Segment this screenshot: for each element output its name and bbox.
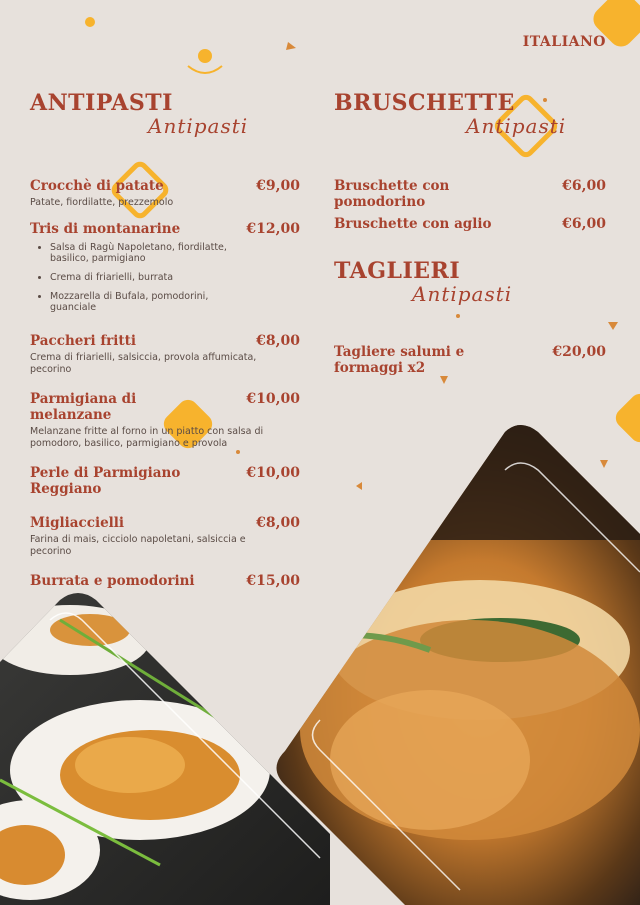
item-price: €8,00 (256, 333, 300, 349)
menu-item (334, 216, 606, 232)
item-name: Migliaccielli (30, 515, 125, 531)
menu-item (30, 515, 300, 557)
menu-item (30, 573, 300, 589)
item-price: €6,00 (562, 216, 606, 232)
menu-item (30, 178, 300, 209)
script-subtitle-taglieri: Antipasti (412, 282, 513, 306)
sub-item: • Mozzarella di Bufala, pomodorini, guanciale (50, 291, 240, 313)
sub-item-list (30, 242, 300, 313)
item-name: Tagliere salumi e formaggi x2 (334, 344, 465, 376)
item-name: Crocchè di patate (30, 178, 164, 194)
sub-item: • Crema di friarielli, burrata (50, 272, 240, 283)
script-subtitle-bruschette: Antipasti (466, 114, 567, 138)
menu-item (30, 391, 300, 449)
item-price: €10,00 (246, 465, 300, 481)
item-name: Tris di montanarine (30, 221, 181, 237)
item-name: Parmigiana di melanzane (30, 391, 137, 423)
item-name: Perle di Parmigiano Reggiano (30, 465, 181, 497)
script-subtitle-antipasti: Antipasti (148, 114, 249, 138)
item-price: €12,00 (246, 221, 300, 237)
section-title-antipasti: ANTIPASTI (30, 90, 173, 116)
section-title-taglieri: TAGLIERI (334, 258, 461, 284)
section-title-bruschette: BRUSCHETTE (334, 90, 515, 116)
item-price: €8,00 (256, 515, 300, 531)
menu-item (30, 221, 300, 321)
menu-item (30, 333, 300, 375)
item-name: Bruschette con aglio (334, 216, 492, 232)
item-price: €20,00 (552, 344, 606, 360)
language-label[interactable]: ITALIANO (522, 34, 606, 50)
item-description: Melanzane fritte al forno in un piatto con salsa di pomodoro, basilico, parmigiano e provola (30, 426, 264, 449)
menu-item (334, 344, 606, 376)
item-name: Bruschette con pomodorino (334, 178, 450, 210)
menu-item (334, 178, 606, 210)
menu-item (30, 465, 300, 497)
item-price: €9,00 (256, 178, 300, 194)
item-price: €10,00 (246, 391, 300, 407)
item-name: Paccheri fritti (30, 333, 136, 349)
item-price: €15,00 (246, 573, 300, 589)
item-name: Burrata e pomodorini (30, 573, 195, 589)
item-description: Patate, fiordilatte, prezzemolo (30, 197, 174, 208)
item-description: Crema di friarielli, salsiccia, provola affumicata, pecorino (30, 352, 257, 375)
item-description: Farina di mais, cicciolo napoletani, salsiccia e pecorino (30, 534, 246, 557)
sub-item: • Salsa di Ragù Napoletano, fiordilatte, basilico, parmigiano (50, 242, 240, 264)
item-price: €6,00 (562, 178, 606, 194)
